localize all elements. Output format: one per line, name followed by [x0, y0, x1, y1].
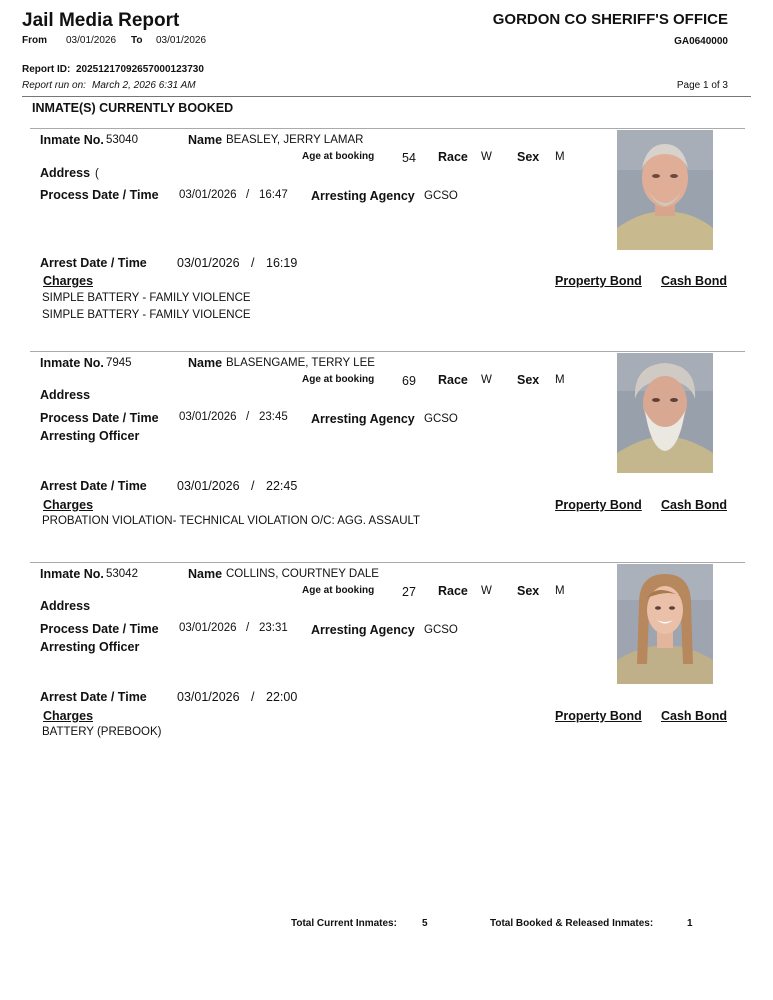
charge-item: PROBATION VIOLATION- TECHNICAL VIOLATION O/C: AGG. ASSAULT [42, 515, 421, 527]
agency-label: Arresting Agency [311, 623, 415, 637]
race-value: W [481, 585, 492, 597]
cash-bond-label: Cash Bond [661, 498, 727, 512]
inmate-no-label: Inmate No. [40, 567, 104, 581]
to-label: To [131, 35, 143, 46]
arrest-dt-label: Arrest Date / Time [40, 479, 147, 493]
arrest-dt-label: Arrest Date / Time [40, 256, 147, 270]
process-dt-label: Process Date / Time [40, 622, 159, 636]
agency-label: Arresting Agency [311, 412, 415, 426]
from-label: From [22, 35, 47, 46]
process-time: 23:31 [259, 622, 288, 634]
charges-label: Charges [43, 274, 94, 288]
inmate-no: 7945 [106, 357, 132, 369]
agency-value: GCSO [424, 624, 458, 636]
address-label: Address [40, 599, 91, 613]
charge-item: BATTERY (PREBOOK) [42, 726, 162, 738]
section-divider [30, 128, 745, 129]
process-dt-label: Process Date / Time [40, 188, 159, 202]
page-number: Page 1 of 3 [676, 80, 728, 91]
process-time: 23:45 [259, 411, 288, 423]
from-date: 03/01/2026 [66, 35, 117, 46]
report-id: 20251217092657000123730 [76, 64, 204, 75]
process-time: 16:47 [259, 189, 288, 201]
record-divider [30, 562, 745, 563]
mugshot-photo [617, 564, 713, 684]
total-current-value: 5 [422, 918, 428, 929]
inmate-no: 53040 [106, 134, 138, 146]
inmate-name: BLASENGAME, TERRY LEE [226, 357, 375, 369]
mugshot-photo [617, 353, 713, 473]
sex-value: M [555, 374, 565, 386]
charges-label: Charges [43, 498, 94, 512]
arrest-date: 03/01/2026 [177, 690, 240, 704]
address-label: Address [40, 166, 91, 180]
record-divider [30, 351, 745, 352]
process-date: 03/01/2026 [179, 189, 237, 201]
charge-item: SIMPLE BATTERY - FAMILY VIOLENCE [42, 292, 251, 304]
charges-label: Charges [43, 709, 94, 723]
age-label: Age at booking [302, 151, 375, 162]
arrest-time: 22:00 [266, 690, 298, 704]
name-label: Name [188, 133, 223, 147]
process-date: 03/01/2026 [179, 622, 237, 634]
to-date: 03/01/2026 [156, 35, 207, 46]
race-label: Race [438, 150, 468, 164]
sex-value: M [555, 585, 565, 597]
run-on-label: Report run on: [22, 80, 86, 91]
officer-label: Arresting Officer [40, 429, 140, 443]
inmate-name: COLLINS, COURTNEY DALE [226, 568, 379, 580]
age-value: 27 [402, 585, 416, 599]
agency-label: Arresting Agency [311, 189, 415, 203]
inmate-no-label: Inmate No. [40, 356, 104, 370]
cash-bond-label: Cash Bond [661, 274, 727, 288]
cash-bond-label: Cash Bond [661, 709, 727, 723]
ori-code: GA0640000 [674, 36, 728, 47]
process-dt-label: Process Date / Time [40, 411, 159, 425]
race-label: Race [438, 584, 468, 598]
inmate-no: 53042 [106, 568, 138, 580]
sex-value: M [555, 151, 565, 163]
total-booked-released-value: 1 [687, 918, 693, 929]
sex-label: Sex [517, 150, 540, 164]
age-value: 69 [402, 374, 416, 388]
officer-label: Arresting Officer [40, 640, 140, 654]
agency-value: GCSO [424, 413, 458, 425]
race-value: W [481, 151, 492, 163]
sex-label: Sex [517, 584, 540, 598]
mugshot-photo [617, 130, 713, 250]
address-value: ( [95, 168, 99, 180]
race-label: Race [438, 373, 468, 387]
agency-value: GCSO [424, 190, 458, 202]
total-current-label: Total Current Inmates: [291, 918, 397, 929]
section-title: INMATE(S) CURRENTLY BOOKED [32, 101, 234, 115]
age-value: 54 [402, 151, 416, 165]
name-label: Name [188, 356, 223, 370]
inmate-name: BEASLEY, JERRY LAMAR [226, 134, 364, 146]
charge-item: SIMPLE BATTERY - FAMILY VIOLENCE [42, 309, 251, 321]
property-bond-label: Property Bond [555, 709, 642, 723]
property-bond-label: Property Bond [555, 274, 642, 288]
sex-label: Sex [517, 373, 540, 387]
process-date: 03/01/2026 [179, 411, 237, 423]
header-divider [22, 96, 751, 97]
arrest-dt-label: Arrest Date / Time [40, 690, 147, 704]
address-label: Address [40, 388, 91, 402]
race-value: W [481, 374, 492, 386]
arrest-date: 03/01/2026 [177, 479, 240, 493]
report-id-label: Report ID: [22, 64, 71, 75]
arrest-time: 22:45 [266, 479, 298, 493]
run-on-date: March 2, 2026 6:31 AM [92, 80, 196, 91]
agency-name: GORDON CO SHERIFF'S OFFICE [492, 11, 728, 28]
report-title: Jail Media Report [22, 10, 180, 31]
age-label: Age at booking [302, 585, 375, 596]
age-label: Age at booking [302, 374, 375, 385]
name-label: Name [188, 567, 223, 581]
property-bond-label: Property Bond [555, 498, 642, 512]
inmate-no-label: Inmate No. [40, 133, 104, 147]
arrest-time: 16:19 [266, 256, 298, 270]
arrest-date: 03/01/2026 [177, 256, 240, 270]
total-booked-released-label: Total Booked & Released Inmates: [490, 918, 654, 929]
